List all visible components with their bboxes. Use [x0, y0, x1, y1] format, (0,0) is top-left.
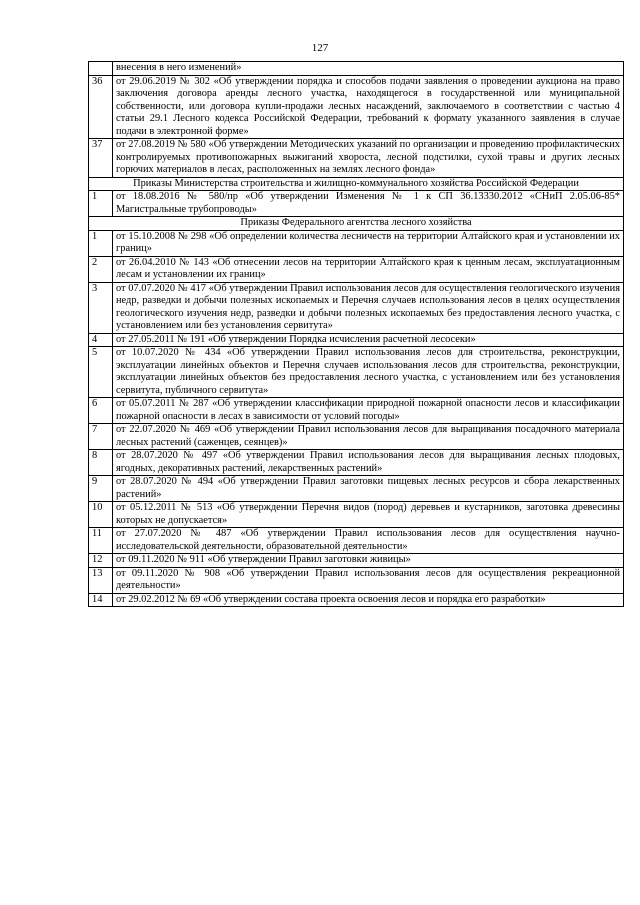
regulation-text: от 27.08.2019 № 580 «Об утверждении Методических указаний по организации и проведению профилактических контролируемых противопожарных выжиганий хвороста, лесной подстилки, сухой травы и других лесных горючих материалов в лесах, расположенных на землях лесного фонда»: [113, 139, 624, 178]
section-title: Приказы Министерства строительства и жилищно-коммунального хозяйства Российской Федерации: [89, 177, 624, 191]
row-number: 5: [89, 347, 113, 398]
table-row: [89, 75, 624, 139]
table-row: [89, 230, 624, 256]
regulations-table-body: [89, 62, 624, 607]
page-number: 127: [311, 42, 329, 54]
table-row: [89, 256, 624, 282]
row-number: 9: [89, 476, 113, 502]
table-row: [89, 191, 624, 217]
row-number: 2: [89, 256, 113, 282]
row-number: 6: [89, 398, 113, 424]
table-row: [89, 333, 624, 347]
regulation-text: от 28.07.2020 № 494 «Об утверждении Правил заготовки пищевых лесных ресурсов и сбора лекарственных растений»: [113, 476, 624, 502]
regulation-text: от 27.07.2020 № 487 «Об утверждении Правил использования лесов для осуществления научно-исследовательской деятельности, образовательной деятельности»: [113, 528, 624, 554]
row-number: 11: [89, 528, 113, 554]
regulation-text: от 28.07.2020 № 497 «Об утверждении Правил использования лесов для выращивания лесных плодовых, ягодных, декоративных растений, лекарственных растений»: [113, 450, 624, 476]
regulation-text: от 29.02.2012 № 69 «Об утверждении состава проекта освоения лесов и порядка его разработки»: [113, 593, 624, 607]
regulation-text: от 29.06.2019 № 302 «Об утверждении порядка и способов подачи заявления о проведении аукциона на право заключения договора аренды лесного участка, находящегося в государственной или муниципальной собственности, или договора купли-продажи лесных насаждений, заключаемого в соответствии с частью 4 статьи 29.1 Лесного кодекса Российской Федерации, требований к формату указанного заявления в случае подачи в электронной форме»: [113, 75, 624, 139]
row-number: 4: [89, 333, 113, 347]
regulation-text: от 15.10.2008 № 298 «Об определении количества лесничеств на территории Алтайского края и установлении их границ»: [113, 230, 624, 256]
regulation-text: от 22.07.2020 № 469 «Об утверждении Правил использования лесов для выращивания посадочного материала лесных растений (саженцев, сеянцев)»: [113, 424, 624, 450]
row-number: 1: [89, 230, 113, 256]
table-row: [89, 139, 624, 178]
regulation-text: от 07.07.2020 № 417 «Об утверждении Правил использования лесов для осуществления геологического изучения недр, разведки и добычи полезных ископаемых и Перечня случаев использования лесов в целях осуществления геологического изучения недр, разведки и добычи полезных ископаемых без предоставления лесного участка, с установлением или без установления сервитута»: [113, 282, 624, 333]
row-number: 7: [89, 424, 113, 450]
section-header-row: [89, 217, 624, 231]
row-number: 10: [89, 502, 113, 528]
table-row: [89, 593, 624, 607]
row-number: 14: [89, 593, 113, 607]
regulation-text: внесения в него изменений»: [113, 62, 624, 76]
row-number: 1: [89, 191, 113, 217]
regulation-text: от 27.05.2011 № 191 «Об утверждении Порядка исчисления расчетной лесосеки»: [113, 333, 624, 347]
regulation-text: от 05.12.2011 № 513 «Об утверждении Перечня видов (пород) деревьев и кустарников, заготовка древесины которых не допускается»: [113, 502, 624, 528]
regulation-text: от 18.08.2016 № 580/пр «Об утверждении Изменения № 1 к СП 36.13330.2012 «СНиП 2.05.06-85* Магистральные трубопроводы»: [113, 191, 624, 217]
table-row: [89, 282, 624, 333]
table-row: [89, 554, 624, 568]
row-number: 8: [89, 450, 113, 476]
regulation-text: от 05.07.2011 № 287 «Об утверждении классификации природной пожарной опасности лесов и классификации пожарной опасности в лесах в зависимости от условий погоды»: [113, 398, 624, 424]
row-number: 13: [89, 567, 113, 593]
row-number: [89, 62, 113, 76]
row-number: 37: [89, 139, 113, 178]
regulation-text: от 26.04.2010 № 143 «Об отнесении лесов на территории Алтайского края к ценным лесам, эксплуатационным лесам и установлении их границ»: [113, 256, 624, 282]
section-title: Приказы Федерального агентства лесного хозяйства: [89, 217, 624, 231]
table-row: [89, 502, 624, 528]
regulation-text: от 09.11.2020 № 908 «Об утверждении Правил использования лесов для осуществления рекреационной деятельности»: [113, 567, 624, 593]
regulation-text: от 09.11.2020 № 911 «Об утверждении Правил заготовки живицы»: [113, 554, 624, 568]
table-row: [89, 567, 624, 593]
regulations-table: [88, 61, 624, 607]
section-header-row: [89, 177, 624, 191]
row-number: 3: [89, 282, 113, 333]
table-row: [89, 398, 624, 424]
table-row: [89, 424, 624, 450]
table-row: [89, 450, 624, 476]
row-number: 12: [89, 554, 113, 568]
table-row: [89, 476, 624, 502]
table-row: [89, 528, 624, 554]
row-number: 36: [89, 75, 113, 139]
table-row: [89, 62, 624, 76]
table-row: [89, 347, 624, 398]
regulation-text: от 10.07.2020 № 434 «Об утверждении Правил использования лесов для строительства, реконструкции, эксплуатации линейных объектов и Перечня случаев использования лесов для строительства, реконструкции, эксплуатации линейных объектов без предоставления лесного участка, с установлением или без установления сервитута, публичного сервитута»: [113, 347, 624, 398]
